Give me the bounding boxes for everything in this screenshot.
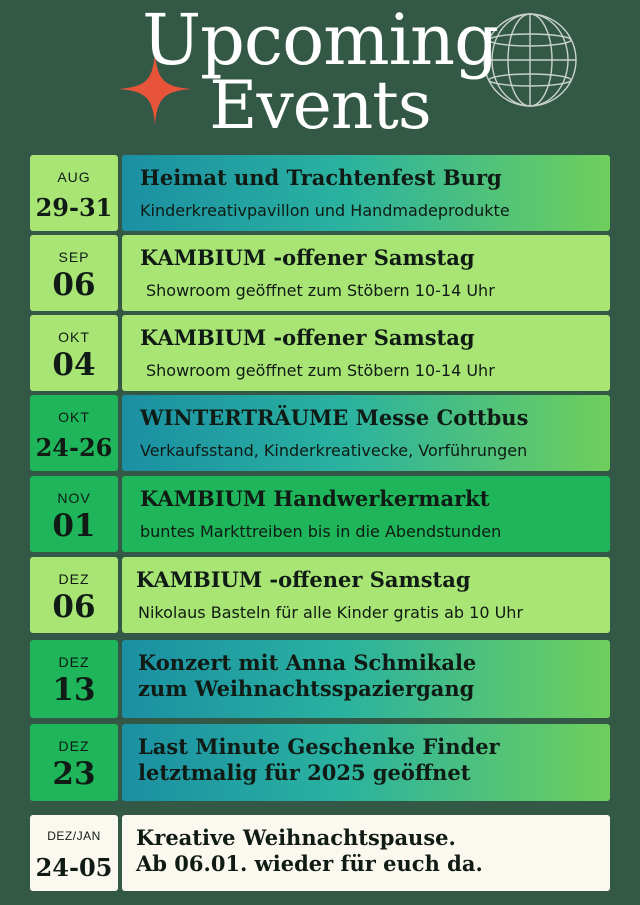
event-card	[122, 315, 610, 391]
event-day: 13	[52, 672, 96, 708]
event-row	[0, 724, 640, 801]
event-title: KAMBIUM -offener Samstag	[140, 245, 475, 270]
event-date	[30, 724, 118, 801]
event-subtitle: Verkaufsstand, Kinderkreativecke, Vorführungen	[140, 441, 528, 460]
event-month: OKT	[58, 329, 90, 345]
event-title: Heimat und Trachtenfest Burg	[140, 165, 502, 190]
event-title-line1: Last Minute Geschenke Finder	[138, 734, 500, 759]
event-date	[30, 155, 118, 231]
event-day: 06	[52, 589, 96, 625]
event-title: KAMBIUM -offener Samstag	[136, 567, 471, 592]
event-day: 01	[52, 508, 96, 544]
event-title-line2: zum Weihnachtsspaziergang	[138, 676, 475, 701]
event-date	[30, 815, 118, 891]
event-row	[0, 476, 640, 552]
event-month: SEP	[58, 249, 90, 265]
event-row	[0, 395, 640, 471]
event-row	[0, 557, 640, 633]
event-subtitle: Showroom geöffnet zum Stöbern 10-14 Uhr	[146, 361, 495, 380]
page-title-line2: Events	[209, 67, 431, 144]
event-title-line2: letztmalig für 2025 geöffnet	[138, 760, 471, 785]
event-row	[0, 235, 640, 311]
event-day: 24-05	[35, 853, 113, 882]
event-date	[30, 315, 118, 391]
event-subtitle: Nikolaus Basteln für alle Kinder gratis ab 10 Uhr	[138, 603, 524, 622]
event-title-line1: Kreative Weihnachtspause.	[136, 825, 456, 850]
event-row	[0, 640, 640, 718]
event-date	[30, 557, 118, 633]
event-title-line1: Konzert mit Anna Schmikale	[138, 650, 477, 675]
event-day: 24-26	[35, 433, 113, 462]
event-day: 04	[52, 347, 96, 383]
event-row	[0, 155, 640, 231]
event-card	[122, 395, 610, 471]
event-month: OKT	[58, 409, 90, 425]
event-date	[30, 395, 118, 471]
event-month: AUG	[57, 169, 91, 185]
event-subtitle: Kinderkreativpavillon und Handmadeprodukte	[140, 201, 510, 220]
page-title-line1: Upcoming	[142, 0, 498, 81]
event-card	[122, 557, 610, 633]
event-day: 23	[52, 756, 96, 792]
event-title: KAMBIUM -offener Samstag	[140, 325, 475, 350]
event-date	[30, 235, 118, 311]
event-card	[122, 815, 610, 891]
event-card	[122, 235, 610, 311]
event-card	[122, 476, 610, 552]
event-date	[30, 476, 118, 552]
header	[0, 0, 640, 150]
event-card	[122, 155, 610, 231]
event-card	[122, 724, 610, 801]
event-card	[122, 640, 610, 718]
event-title-line2: Ab 06.01. wieder für euch da.	[136, 851, 483, 876]
event-day: 06	[52, 267, 96, 303]
event-month: NOV	[57, 490, 91, 506]
event-day: 29-31	[35, 193, 113, 222]
event-row	[0, 815, 640, 891]
event-title: KAMBIUM Handwerkermarkt	[140, 486, 490, 511]
event-date	[30, 640, 118, 718]
event-subtitle: Showroom geöffnet zum Stöbern 10-14 Uhr	[146, 281, 495, 300]
event-month: DEZ	[58, 654, 90, 670]
event-month: DEZ	[58, 571, 90, 587]
event-subtitle: buntes Markttreiben bis in die Abendstunden	[140, 522, 502, 541]
event-title: WINTERTRÄUME Messe Cottbus	[140, 405, 529, 430]
event-month: DEZ/JAN	[47, 829, 101, 843]
event-row	[0, 315, 640, 391]
event-month: DEZ	[58, 738, 90, 754]
